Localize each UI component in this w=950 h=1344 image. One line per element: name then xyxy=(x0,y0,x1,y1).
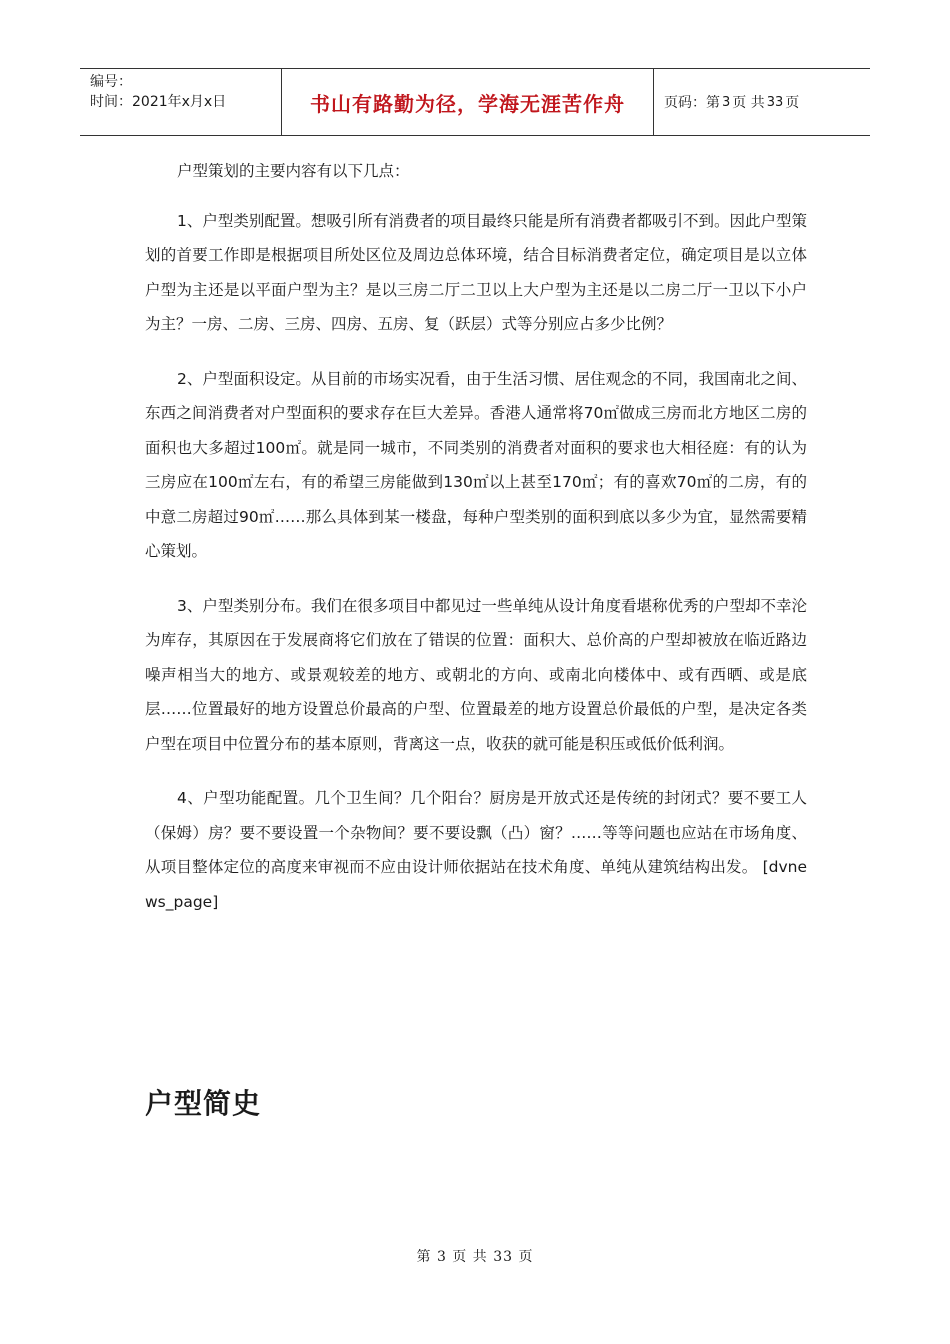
serial-number-label: 编号： xyxy=(90,74,132,90)
date-label: 时间：2021年x月x日 xyxy=(90,94,227,110)
page-prefix: 页码：第 xyxy=(664,95,720,111)
paragraph-unit-function: 4、户型功能配置。几个卫生间？几个阳台？厨房是开放式还是传统的封闭式？要不要工人（保姆）房？要不要设置一个杂物间？要不要设飘（凸）窗？……等等问题也应站在市场角度、从项目整体定位的高度来审视而不应由设计师依据站在技术角度、单纯从建筑结构出发。 [dvnews_page] xyxy=(145,789,807,911)
page-suffix: 页 xyxy=(785,95,800,111)
section-heading: 户型简史 xyxy=(145,1087,262,1120)
document-header xyxy=(80,68,870,136)
motto-text: 书山有路勤为径，学海无涯苦作舟 xyxy=(310,91,625,116)
paragraph-unit-distribution: 3、户型类别分布。我们在很多项目中都见过一些单纯从设计角度看堪称优秀的户型却不幸沦为库存，其原因在于发展商将它们放在了错误的位置：面积大、总价高的户型却被放在临近路边噪声相当大的地方、或景观较差的地方、或朝北的方向、或南北向楼体中、或有西晒、或是底层……位置最好的地方设置总价最高的户型、位置最差的地方设置总价最低的户型，是决定各类户型在项目中位置分布的基本原则，背离这一点，收获的就可能是积压或低价低利润。 xyxy=(145,596,807,753)
document-body xyxy=(145,154,807,939)
header-meta-cell xyxy=(80,69,281,135)
page-footer: 第 3 页 共 33 页 xyxy=(416,1249,534,1265)
paragraph-unit-area: 2、户型面积设定。从目前的市场实况看，由于生活习惯、居住观念的不同，我国南北之间、东西之间消费者对户型面积的要求存在巨大差异。香港人通常将70㎡做成三房而北方地区二房的面积也大多超过100㎡。就是同一城市，不同类别的消费者对面积的要求也大相径庭：有的认为三房应在100㎡左右，有的希望三房能做到130㎡以上甚至170㎡；有的喜欢70㎡的二房，有的中意二房超过90㎡……那么具体到某一楼盘，每种户型类别的面积到底以多少为宜，显然需要精心策划。 xyxy=(145,369,807,560)
intro-paragraph: 户型策划的主要内容有以下几点： xyxy=(177,162,410,180)
page-current: 3 xyxy=(722,94,731,110)
page-total: 33 xyxy=(766,94,784,110)
paragraph-unit-type-allocation: 1、户型类别配置。想吸引所有消费者的项目最终只能是所有消费者都吸引不到。因此户型策划的首要工作即是根据项目所处区位及周边总体环境，结合目标消费者定位，确定项目是以立体户型为主还是以平面户型为主？是以三房二厅二卫以上大户型为主还是以二房二厅一卫以下小户为主？一房、二房、三房、四房、五房、复（跃层）式等分别应占多少比例？ xyxy=(145,211,807,333)
header-motto-cell xyxy=(281,69,654,135)
header-page-cell xyxy=(654,69,870,135)
page-middle: 页 共 xyxy=(732,95,765,111)
